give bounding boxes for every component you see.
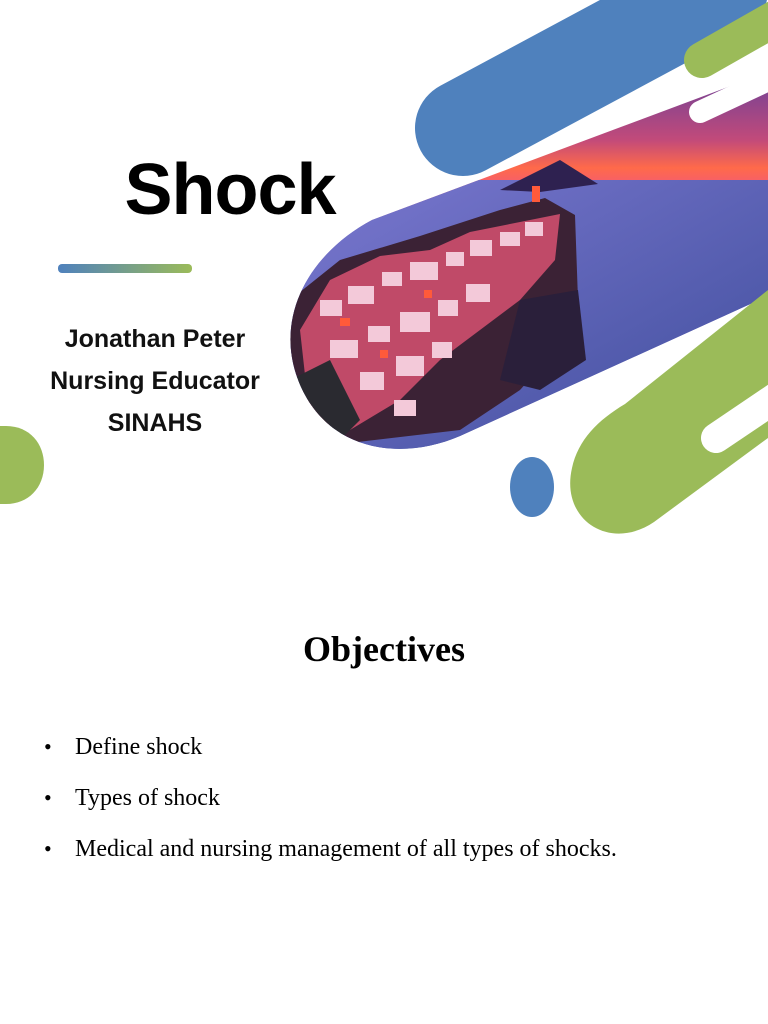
bullet-icon: • <box>44 836 52 861</box>
objectives-list <box>44 728 617 881</box>
objectives-heading: Objectives <box>303 629 465 669</box>
objective-text: Types of shock <box>75 785 220 811</box>
blue-oval-shape <box>510 457 554 517</box>
bullet-icon: • <box>44 785 52 810</box>
objective-text: Define shock <box>75 734 203 760</box>
objective-text: Medical and nursing management of all types of shocks. <box>75 836 617 862</box>
author-role: Nursing Educator <box>50 367 260 395</box>
institution-name: SINAHS <box>107 409 203 437</box>
gradient-divider <box>58 264 192 273</box>
bullet-icon: • <box>44 734 52 759</box>
author-block <box>30 318 280 444</box>
slide-title: Shock <box>124 150 336 230</box>
list-item <box>44 779 617 830</box>
list-item <box>44 728 617 779</box>
list-item <box>44 830 617 881</box>
author-name: Jonathan Peter <box>64 325 246 353</box>
